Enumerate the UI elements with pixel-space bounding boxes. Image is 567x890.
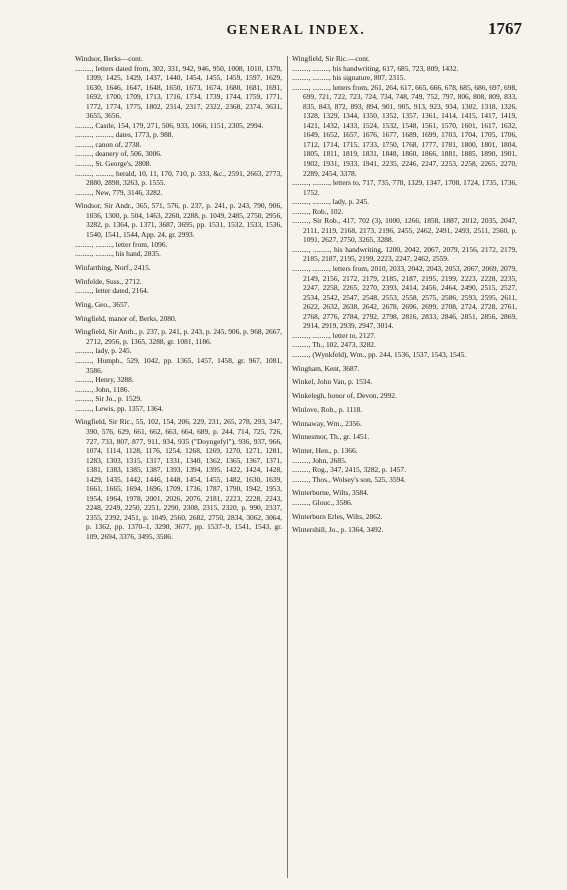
index-entry: ........., (Wynkfeld), Wm., pp. 244, 1536, 1537, 1543, 1545.: [292, 349, 467, 359]
index-entry: Windsor, Berks—cont.: [75, 54, 143, 63]
index-entry: ........., New, 779, 3146, 3282.: [75, 187, 163, 197]
column-divider: [287, 56, 288, 878]
index-entry: ........., ........., his handwriting, 617, 685, 723, 809, 1432.: [292, 63, 459, 73]
index-entry: ........., ........., dates, 1773, p. 988.: [75, 130, 174, 140]
left-index-column: [75, 54, 282, 542]
index-entry: Wingfield, Sir Anth., p. 237, p. 241, p. 243, p. 245, 906, p. 968, 2667, 2712, 2956, p. 1365, 3288, gr. 1081, 1186.: [75, 327, 282, 346]
index-entry: ........., ........., lady, p. 245.: [292, 197, 369, 207]
index-entry: ........., Sir Rob., 417, 702 (3), 1000, 1266, 1858, 1887, 2012, 2035, 2047, 2111, 2119, 2168, 2173, 2196, 2455, 2462, 2491, 2493, 2511, 2560, p. 1091, 2627, 2750, 3265, 3288.: [292, 216, 517, 245]
index-entry: Wingfield, manor of, Berks, 2080.: [75, 313, 177, 323]
index-entry: ........., canon of, 2738.: [75, 139, 142, 149]
index-entry: Winkel, John Van, p. 1534.: [292, 377, 373, 387]
index-entry: ........., ........., letters to, 717, 735, 778, 1329, 1347, 1708, 1724, 1735, 1736, 1752.: [292, 178, 517, 197]
index-entry: ........., letter dated, 2164.: [75, 286, 149, 296]
index-entry: ........., Glouc., 3586.: [292, 498, 353, 508]
index-entry: ........., ........., his handwriting, 1200, 2042, 2067, 2079, 2156, 2172, 2179, 2185, 2187, 2195, 2199, 2223, 2247, 2462, 2559.: [292, 244, 517, 264]
index-entry: ........., John, 1186.: [75, 384, 130, 394]
index-entry: ........., St. George's, 2808.: [75, 159, 152, 169]
index-entry: Winlove, Rob., p. 1118.: [292, 404, 363, 414]
page-number: 1767: [488, 19, 522, 38]
page-title: GENERAL INDEX.: [226, 22, 366, 37]
index-entry: ........., ........., letter from, 1096.: [75, 239, 168, 249]
index-entry: ........., ........., letter to, 2127.: [292, 330, 376, 340]
index-entry: ........., ........., letters from, 2010, 2033, 2042, 2043, 2053, 2067, 2069, 2079, 2149, 2156, 2172, 2179, 2185, 2187, 2195, 2199, 2223, 2228, 2235, 2247, 2258, 2265, 2270, 2393, 2414, 2456, 2464, 2490, 2515, 2527, 2534, 2542, 2547, 2548, 2553, 2558, 2575, 2586, 2593, 2595, 2611, 2622, 2632, 2638, 2642, 2678, 2696, 2699, 2708, 2724, 2728, 2761, 2768, 2776, 2784, 2792, 2798, 2816, 2833, 2846, 2851, 2856, 2869, 2914, 2919, 2939, 2947, 3014.: [292, 264, 517, 331]
index-entry: Winnaway, Wm., 2356.: [292, 418, 362, 428]
index-entry: ........., Lewis, pp. 1357, 1364.: [75, 403, 164, 413]
index-entry: ........., Humph., 529, 1042, pp. 1365, 1457, 1458, gr. 967, 1081, 3586.: [75, 355, 282, 375]
index-entry: Wingham, Kent, 3687.: [292, 363, 360, 373]
index-entry: Winfelde, Suss., 2712.: [75, 276, 142, 286]
index-entry: ........., Sir Jo., p. 1529.: [75, 394, 142, 404]
index-entry: ........., ........., letters from, 261, 264, 617, 665, 666, 678, 685, 686, 697, 698, 699, 721, 722, 723, 724, 734, 748, 749, 752, 797, 806, 808, 809, 833, 835, 843, 872, 893, 894, 901, 905, 913, 923, 934, 1302, 1318, 1326, 1328, 1329, 1344, 1350, 1352, 1357, 1361, 1414, 1415, 1417, 1419, 1421, 1432, 1433, 1524, 1532, 1548, 1561, 1570, 1601, 1617, 1632, 1649, 1652, 1657, 1676, 1677, 1689, 1699, 1703, 1704, 1705, 1706, 1712, 1714, 1715, 1733, 1750, 1768, 1777, 1781, 1800, 1801, 1804, 1805, 1811, 1819, 1831, 1848, 1860, 1866, 1881, 1885, 1890, 1901, 1902, 1931, 1933, 1941, 2235, 2246, 2247, 2253, 2258, 2265, 2270, 2289, 2454, 3378.: [292, 82, 517, 178]
index-entry: Winfarthing, Norf., 2415.: [75, 262, 151, 272]
index-entry: ........., John, 2685.: [292, 455, 347, 465]
index-entry: Wingfield, Sir Ric.—cont.: [292, 54, 370, 63]
index-entry: Wing, Geo., 3657.: [75, 299, 130, 309]
index-entry: ........., ........., his signature, 807, 2315.: [292, 73, 406, 83]
index-entry: ........., Thos., Wolsey's son, 525, 3594.: [292, 474, 406, 484]
index-entry: Winter, Hen., p. 1366.: [292, 446, 358, 456]
index-entry: ........., deanery of, 506, 3006.: [75, 149, 162, 159]
index-entry: ........., Th., 102, 2473, 3282.: [292, 340, 376, 350]
index-entry: ........., Henry, 3288.: [75, 375, 134, 385]
page-header: [70, 19, 522, 44]
index-entry: Wintershill, Jo., p. 1364, 3492.: [292, 525, 384, 535]
index-entry: ........., Rog., 347, 2415, 3282, p. 1457.: [292, 465, 406, 475]
index-entry: ........., Castle, 154, 179, 271, 506, 933, 1066, 1151, 2305, 2994.: [75, 120, 264, 130]
index-entry: Winkelegh, honor of, Devon, 2992.: [292, 391, 397, 401]
index-entry: Winnesmor, Th., gr. 1451.: [292, 432, 370, 442]
right-index-column: [292, 54, 517, 535]
index-entry: ........., letters dated from, 302, 331, 942, 946, 950, 1008, 1010, 1370, 1399, 1425, 1429, 1437, 1440, 1454, 1455, 1459, 1597, 1629, 1630, 1646, 1647, 1648, 1650, 1673, 1674, 1680, 1681, 1691, 1692, 1700, 1709, 1713, 1716, 1734, 1739, 1744, 1759, 1771, 1772, 1774, 1775, 1802, 2314, 2317, 2322, 2368, 2374, 3631, 3655, 3656.: [75, 63, 282, 121]
index-entry: Winterburne, Wilts, 3584.: [292, 488, 369, 498]
index-entry: ........., ........., his hand, 2835.: [75, 249, 161, 259]
index-entry: ........., lady, p. 245.: [75, 346, 132, 356]
index-entry: ........., Rob., 102.: [292, 206, 344, 216]
index-entry: Wingfield, Sir Ric., 55, 102, 154, 206, 229, 231, 265, 278, 293, 347, 390, 576, 629, 661, 662, 663, 664, 689, p. 244, 714, 725, 726, 727, 733, 807, 877, 911, 934, 935 ("Doyngefyl"), 936, 937, 966, 1074, 1114, 1128, 1176, 1254, 1268, 1269, 1270, 1271, 1281, 1283, 1303, 1315, 1317, 1331, 1340, 1362, 1365, 1367, 1371, 1381, 1383, 1385, 1387, 1393, 1394, 1395, 1422, 1424, 1428, 1429, 1435, 1442, 1446, 1448, 1454, 1455, 1482, 1630, 1639, 1661, 1665, 1694, 1696, 1709, 1736, 1787, 1790, 1942, 1953, 1954, 1964, 1978, 2001, 2026, 2076, 2181, 2223, 2228, 2243, 2248, 2249, 2250, 2251, 2290, 2308, 2315, 2320, p. 990, 2337, 2355, 2392, 2451, p. 1049, 2560, 2682, 2750, 2834, 3062, 3064, p. 1362, pp. 1370–1, 3290, 3677, pp. 1537–9, 1541, 1543, gr. 109, 2694, 3376, 3495, 3586.: [75, 417, 282, 542]
index-entry: Windsor, Sir Andr., 365, 571, 576, p. 237, p. 241, p. 243, 790, 906, 1036, 1300, p. 504, 1463, 2260, 2288, p. 1049, 2485, 2750, 2956, 3282, p. 1364, p. 1371, 3687, 3695, pp. 1531, 1532, 1533, 1536, 1540, 1541, 1544, App. 24, gr. 2993.: [75, 201, 282, 240]
index-entry: Winterburn Erles, Wilts, 2862.: [292, 511, 383, 521]
index-entry: ........., ........., herald, 10, 11, 170, 710, p. 333, &c., 2591, 2663, 2773, 2880, 2898, 3263, p. 1555.: [75, 168, 282, 188]
